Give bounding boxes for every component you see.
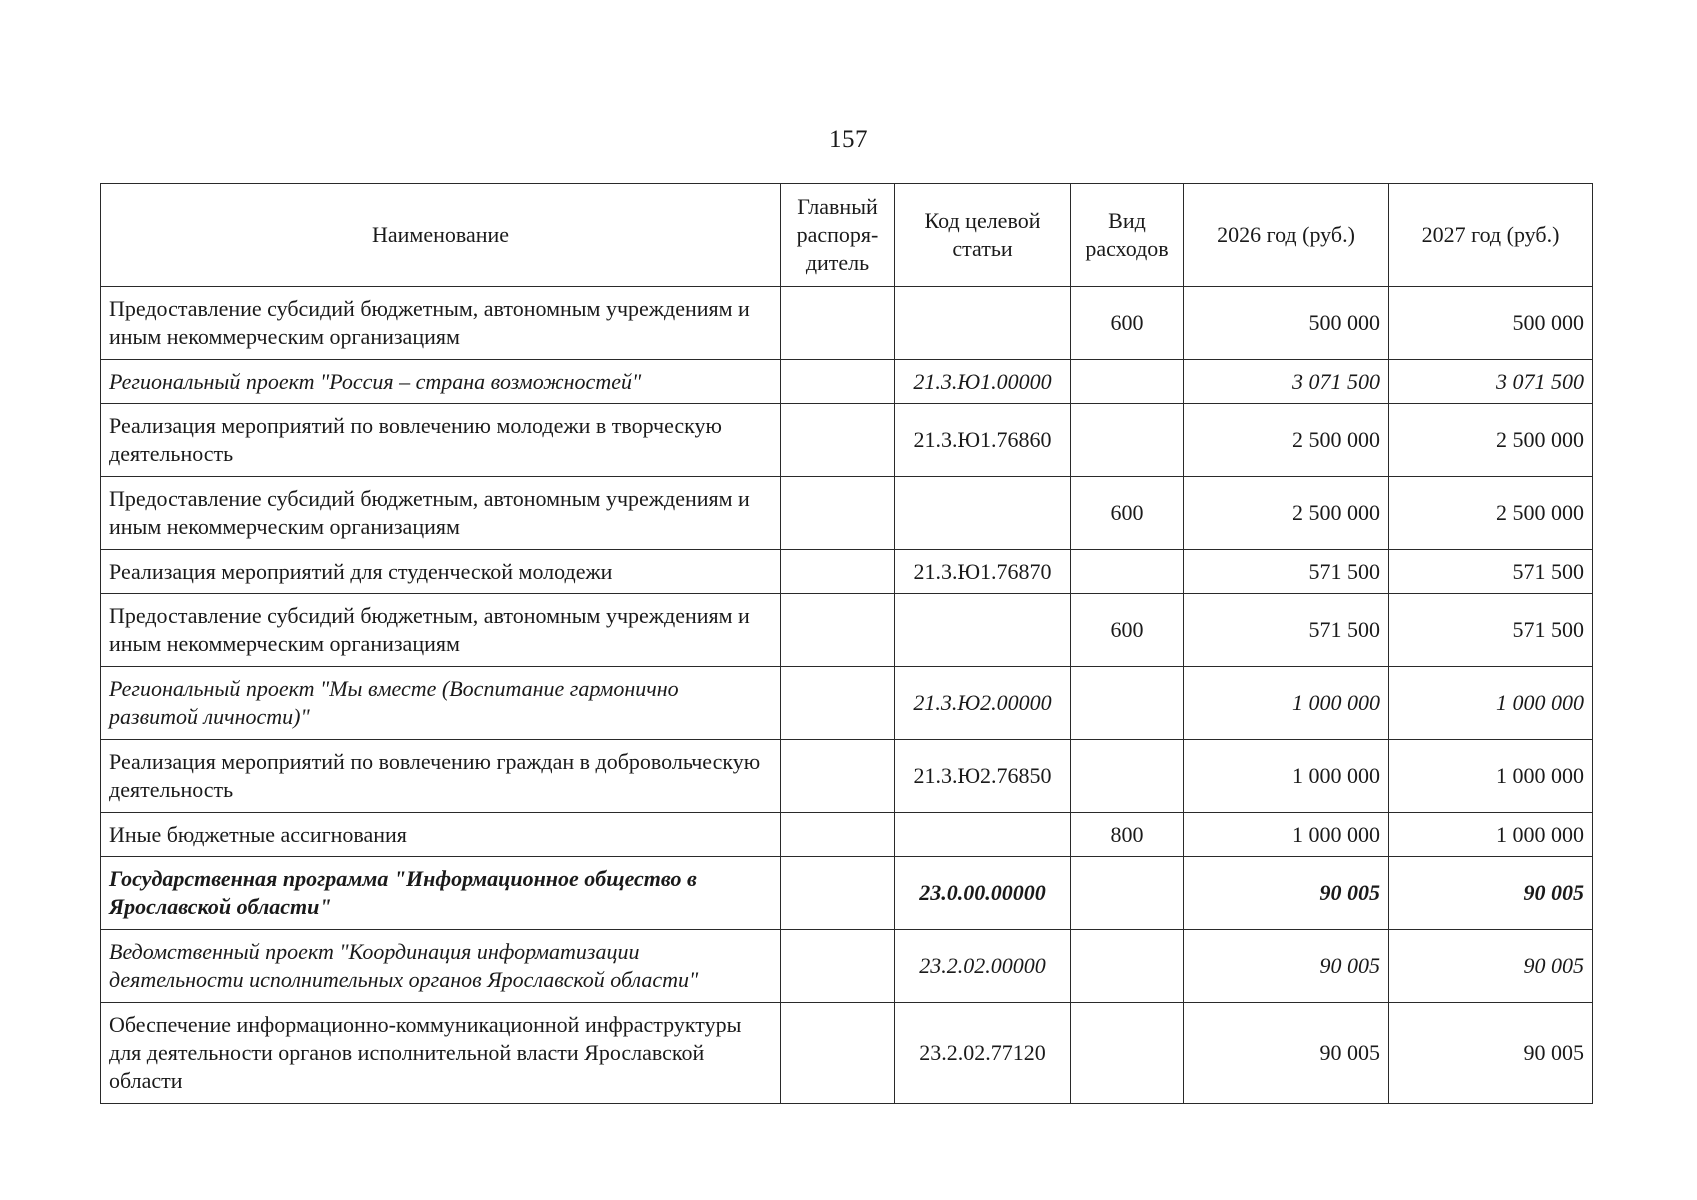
table-row bbox=[101, 360, 1593, 404]
cell-year-2027: 2 500 000 bbox=[1389, 404, 1593, 477]
table-row bbox=[101, 404, 1593, 477]
table-row bbox=[101, 667, 1593, 740]
cell-admin bbox=[781, 550, 895, 594]
cell-kind bbox=[1071, 404, 1184, 477]
cell-kind bbox=[1071, 857, 1184, 930]
cell-admin bbox=[781, 404, 895, 477]
cell-year-2027: 500 000 bbox=[1389, 287, 1593, 360]
cell-year-2027: 1 000 000 bbox=[1389, 667, 1593, 740]
cell-code: 23.2.02.00000 bbox=[895, 930, 1071, 1003]
cell-year-2027: 90 005 bbox=[1389, 857, 1593, 930]
cell-kind: 600 bbox=[1071, 477, 1184, 550]
cell-year-2027: 571 500 bbox=[1389, 550, 1593, 594]
cell-name: Региональный проект "Россия – страна возможностей" bbox=[101, 360, 781, 404]
cell-admin bbox=[781, 360, 895, 404]
cell-name: Государственная программа "Информационное общество в Ярославской области" bbox=[101, 857, 781, 930]
cell-name: Реализация мероприятий по вовлечению граждан в добровольческую деятельность bbox=[101, 740, 781, 813]
header-year-2027: 2027 год (руб.) bbox=[1389, 184, 1593, 287]
cell-year-2026: 90 005 bbox=[1184, 857, 1389, 930]
cell-admin bbox=[781, 1003, 895, 1104]
cell-admin bbox=[781, 740, 895, 813]
table-row bbox=[101, 1003, 1593, 1104]
cell-code bbox=[895, 813, 1071, 857]
cell-year-2026: 571 500 bbox=[1184, 594, 1389, 667]
cell-admin bbox=[781, 857, 895, 930]
cell-year-2026: 500 000 bbox=[1184, 287, 1389, 360]
cell-kind bbox=[1071, 1003, 1184, 1104]
cell-admin bbox=[781, 287, 895, 360]
cell-code: 23.0.00.00000 bbox=[895, 857, 1071, 930]
cell-name: Реализация мероприятий для студенческой молодежи bbox=[101, 550, 781, 594]
cell-kind bbox=[1071, 550, 1184, 594]
cell-year-2027: 571 500 bbox=[1389, 594, 1593, 667]
cell-name: Ведомственный проект "Координация информатизации деятельности исполнительных органов Ярославской области" bbox=[101, 930, 781, 1003]
cell-code bbox=[895, 287, 1071, 360]
cell-year-2026: 3 071 500 bbox=[1184, 360, 1389, 404]
cell-name: Предоставление субсидий бюджетным, автономным учреждениям и иным некоммерческим организациям bbox=[101, 594, 781, 667]
cell-year-2026: 2 500 000 bbox=[1184, 404, 1389, 477]
cell-admin bbox=[781, 477, 895, 550]
cell-name: Реализация мероприятий по вовлечению молодежи в творческую деятельность bbox=[101, 404, 781, 477]
cell-year-2027: 1 000 000 bbox=[1389, 740, 1593, 813]
cell-name: Обеспечение информационно-коммуникационной инфраструктуры для деятельности органов исполнительной власти Ярославской области bbox=[101, 1003, 781, 1104]
table-row bbox=[101, 930, 1593, 1003]
table-row bbox=[101, 550, 1593, 594]
budget-table bbox=[100, 183, 1593, 1104]
cell-kind: 800 bbox=[1071, 813, 1184, 857]
cell-kind bbox=[1071, 667, 1184, 740]
header-code: Код целевой статьи bbox=[895, 184, 1071, 287]
header-kind: Вид расходов bbox=[1071, 184, 1184, 287]
cell-kind: 600 bbox=[1071, 287, 1184, 360]
cell-code: 21.3.Ю1.76860 bbox=[895, 404, 1071, 477]
cell-code bbox=[895, 594, 1071, 667]
page-number: 157 bbox=[829, 126, 868, 153]
cell-year-2027: 90 005 bbox=[1389, 1003, 1593, 1104]
cell-code: 21.3.Ю1.00000 bbox=[895, 360, 1071, 404]
cell-year-2026: 571 500 bbox=[1184, 550, 1389, 594]
header-admin: Главный распоря-дитель bbox=[781, 184, 895, 287]
cell-code: 21.3.Ю1.76870 bbox=[895, 550, 1071, 594]
cell-year-2026: 1 000 000 bbox=[1184, 667, 1389, 740]
cell-name: Предоставление субсидий бюджетным, автономным учреждениям и иным некоммерческим организациям bbox=[101, 477, 781, 550]
cell-code: 21.3.Ю2.76850 bbox=[895, 740, 1071, 813]
table-row bbox=[101, 477, 1593, 550]
cell-admin bbox=[781, 813, 895, 857]
table-row bbox=[101, 287, 1593, 360]
cell-year-2027: 3 071 500 bbox=[1389, 360, 1593, 404]
table-row bbox=[101, 740, 1593, 813]
cell-year-2027: 90 005 bbox=[1389, 930, 1593, 1003]
table-header-row bbox=[101, 184, 1593, 287]
cell-year-2026: 90 005 bbox=[1184, 1003, 1389, 1104]
cell-year-2027: 1 000 000 bbox=[1389, 813, 1593, 857]
header-name: Наименование bbox=[101, 184, 781, 287]
cell-year-2026: 90 005 bbox=[1184, 930, 1389, 1003]
cell-name: Предоставление субсидий бюджетным, автономным учреждениям и иным некоммерческим организациям bbox=[101, 287, 781, 360]
cell-code bbox=[895, 477, 1071, 550]
cell-code: 23.2.02.77120 bbox=[895, 1003, 1071, 1104]
cell-name: Иные бюджетные ассигнования bbox=[101, 813, 781, 857]
cell-kind bbox=[1071, 930, 1184, 1003]
cell-code: 21.3.Ю2.00000 bbox=[895, 667, 1071, 740]
table-row bbox=[101, 857, 1593, 930]
cell-year-2026: 1 000 000 bbox=[1184, 813, 1389, 857]
cell-kind: 600 bbox=[1071, 594, 1184, 667]
table-row bbox=[101, 813, 1593, 857]
table-row bbox=[101, 594, 1593, 667]
cell-kind bbox=[1071, 360, 1184, 404]
cell-year-2027: 2 500 000 bbox=[1389, 477, 1593, 550]
cell-admin bbox=[781, 930, 895, 1003]
cell-admin bbox=[781, 667, 895, 740]
cell-year-2026: 1 000 000 bbox=[1184, 740, 1389, 813]
cell-admin bbox=[781, 594, 895, 667]
cell-name: Региональный проект "Мы вместе (Воспитание гармонично развитой личности)" bbox=[101, 667, 781, 740]
cell-year-2026: 2 500 000 bbox=[1184, 477, 1389, 550]
header-year-2026: 2026 год (руб.) bbox=[1184, 184, 1389, 287]
cell-kind bbox=[1071, 740, 1184, 813]
